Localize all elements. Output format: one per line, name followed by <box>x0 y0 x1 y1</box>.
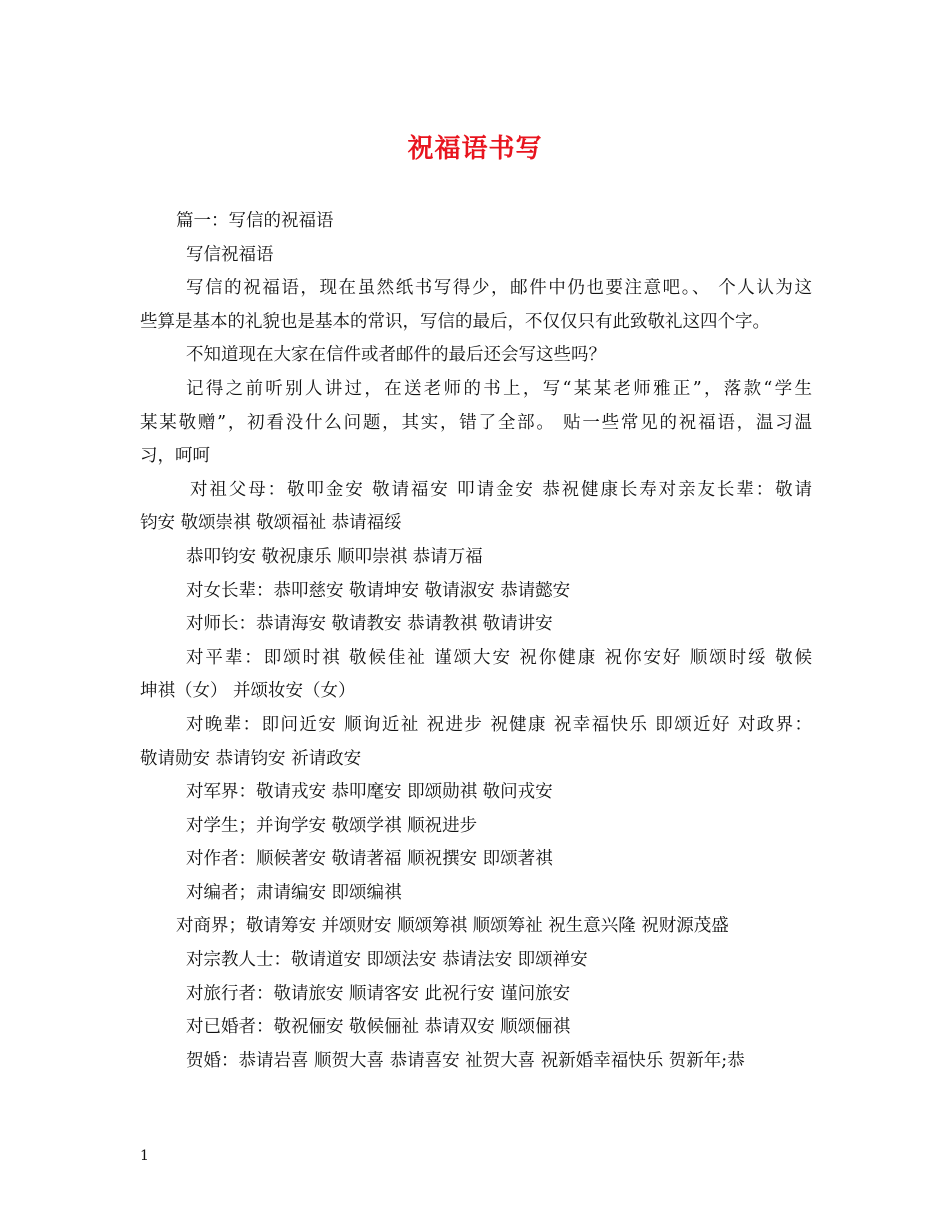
greeting-line: 对军界：敬请戎安 恭叩麾安 即颂勋祺 敬问戎安 <box>186 782 553 803</box>
paragraph-line: 记得之前听别人讲过，在送老师的书上，写“某某老师雅正”，落款“学生 <box>186 378 812 399</box>
greeting-line: 对旅行者：敬请旅安 顺请客安 此祝行安 谨问旅安 <box>186 983 571 1004</box>
greeting-line: 对晚辈：即问近安 顺询近祉 祝进步 祝健康 祝幸福快乐 即颂近好 对政界： <box>186 714 812 735</box>
subheading: 写信祝福语 <box>186 244 274 265</box>
greeting-line: 对编者；肃请编安 即颂编祺 <box>186 882 402 903</box>
paragraph-line: 某某敬赠”，初看没什么问题，其实，错了全部。 贴一些常见的祝福语，温习温 <box>140 412 812 433</box>
paragraph-line: 不知道现在大家在信件或者邮件的最后还会写这些吗？ <box>186 345 606 366</box>
paragraph-line: 写信的祝福语，现在虽然纸书写得少，邮件中仍也要注意吧。、 个人认为这 <box>186 278 812 299</box>
greeting-line: 对学生；并询学安 敬颂学祺 顺祝进步 <box>186 815 478 836</box>
greeting-line: 对作者：顺候著安 敬请著福 顺祝撰安 即颂著祺 <box>186 849 553 870</box>
greeting-line: 坤祺（女） 并颂妆安（女） <box>140 681 356 702</box>
greeting-line: 对商界；敬请筹安 并颂财安 顺颂筹祺 顺颂筹祉 祝生意兴隆 祝财源茂盛 <box>176 916 729 937</box>
document-body <box>140 205 812 1078</box>
greeting-line: 对女长辈：恭叩慈安 敬请坤安 敬请淑安 恭请懿安 <box>186 580 571 601</box>
paragraph-line: 些算是基本的礼貌也是基本的常识，写信的最后，不仅仅只有此致敬礼这四个字。 <box>140 311 770 332</box>
greeting-line: 敬请勋安 恭请钧安 祈请政安 <box>140 748 362 769</box>
greeting-line: 钧安 敬颂崇祺 敬颂福祉 恭请福绥 <box>140 513 402 534</box>
greeting-line: 恭叩钧安 敬祝康乐 顺叩崇祺 恭请万福 <box>186 546 483 567</box>
paragraph-line: 习，呵呵 <box>140 446 210 467</box>
greeting-line: 对祖父母：敬叩金安 敬请福安 叩请金安 恭祝健康长寿对亲友长辈：敬请 <box>190 479 812 500</box>
page-title: 祝福语书写 <box>407 134 543 164</box>
greeting-line: 对宗教人士：敬请道安 即颂法安 恭请法安 即颂禅安 <box>186 950 588 971</box>
page-number: 1 <box>140 1148 149 1164</box>
section-heading: 篇一：写信的祝福语 <box>176 211 334 231</box>
greeting-line: 对已婚者：敬祝俪安 敬候俪祉 恭请双安 顺颂俪祺 <box>186 1017 571 1038</box>
greeting-line: 对师长：恭请海安 敬请教安 恭请教祺 敬请讲安 <box>186 614 553 635</box>
greeting-line: 对平辈：即颂时祺 敬候佳祉 谨颂大安 祝你健康 祝你安好 顺颂时绥 敬候 <box>186 647 812 668</box>
greeting-line: 贺婚：恭请岩喜 顺贺大喜 恭请喜安 祉贺大喜 祝新婚幸福快乐 贺新年;恭 <box>186 1050 745 1071</box>
